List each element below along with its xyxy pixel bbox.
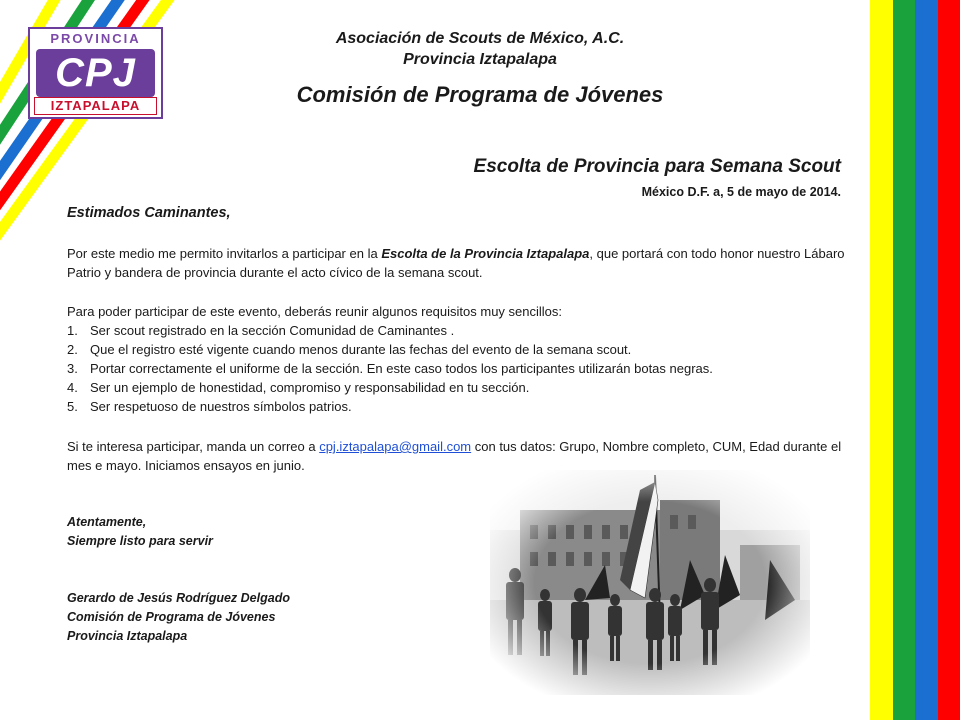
list-item xyxy=(67,340,713,359)
list-item-number: 5. xyxy=(67,399,78,414)
cpj-logo xyxy=(28,27,163,119)
list-item-number: 2. xyxy=(67,342,78,357)
intro-paragraph xyxy=(67,244,847,282)
stripe-blue xyxy=(915,0,938,720)
list-item-number: 4. xyxy=(67,380,78,395)
date-line: México D.F. a, 5 de mayo de 2014. xyxy=(641,185,841,199)
signature-name: Gerardo de Jesús Rodríguez Delgado xyxy=(67,591,290,605)
list-item-text: Portar correctamente el uniforme de la sección. En este caso todos los participantes utilizarán botas negras. xyxy=(90,361,713,376)
header-province: Provincia Iztapalapa xyxy=(403,51,557,68)
list-item-text: Que el registro esté vigente cuando menos durante las fechas del evento de la semana scout. xyxy=(90,342,632,357)
list-item-text: Ser respetuoso de nuestros símbolos patrios. xyxy=(90,399,352,414)
signature xyxy=(67,589,290,646)
signature-role: Comisión de Programa de Jóvenes xyxy=(67,610,276,624)
scout-parade-photo xyxy=(490,470,810,695)
list-item xyxy=(67,359,713,378)
logo-middle-text: CPJ xyxy=(36,49,155,97)
intro-emphasis: Escolta de la Provincia Iztapalapa xyxy=(381,246,590,261)
intro-before: Por este medio me permito invitarlos a participar en la xyxy=(67,246,382,261)
logo-top-text: PROVINCIA xyxy=(50,31,141,46)
list-item xyxy=(67,397,713,416)
decorative-stripes-right xyxy=(870,0,960,720)
stripe-yellow xyxy=(870,0,893,720)
list-item-text: Ser un ejemplo de honestidad, compromiso y responsabilidad en tu sección. xyxy=(90,380,530,395)
list-item xyxy=(67,321,713,340)
logo-bottom-text: IZTAPALAPA xyxy=(34,97,157,115)
stripe-red xyxy=(938,0,960,720)
closing xyxy=(67,513,213,551)
signature-province: Provincia Iztapalapa xyxy=(67,629,188,643)
contact-after: con tus datos: Grupo, Nombre completo, CUM, Edad durante el mes e mayo. Iniciamos ensayos en junio. xyxy=(67,439,842,473)
contact-before: Si te interesa participar, manda un correo a xyxy=(67,439,320,454)
stripe-green xyxy=(893,0,916,720)
header-org: Asociación de Scouts de México, A.C. xyxy=(335,30,625,47)
greeting: Estimados Caminantes, xyxy=(67,205,231,221)
intro-after: , que portará con todo honor nuestro Lábaro Patrio y bandera de provincia durante el acto cívico de la semana scout. xyxy=(67,246,845,280)
requirements-list xyxy=(67,321,713,416)
header-commission: Comisión de Programa de Jóvenes xyxy=(296,82,664,107)
event-title: Escolta de Provincia para Semana Scout xyxy=(473,156,841,177)
email-link[interactable]: cpj.iztapalapa@gmail.com xyxy=(319,439,472,454)
closing-line-2: Siempre listo para servir xyxy=(67,534,213,548)
list-item-number: 3. xyxy=(67,361,78,376)
list-item-text: Ser scout registrado en la sección Comunidad de Caminantes . xyxy=(90,323,455,338)
closing-line-1: Atentamente, xyxy=(67,515,147,529)
list-item-number: 1. xyxy=(67,323,78,338)
list-item xyxy=(67,378,713,397)
requirements-intro: Para poder participar de este evento, deberás reunir algunos requisitos muy sencillos: xyxy=(67,304,562,319)
